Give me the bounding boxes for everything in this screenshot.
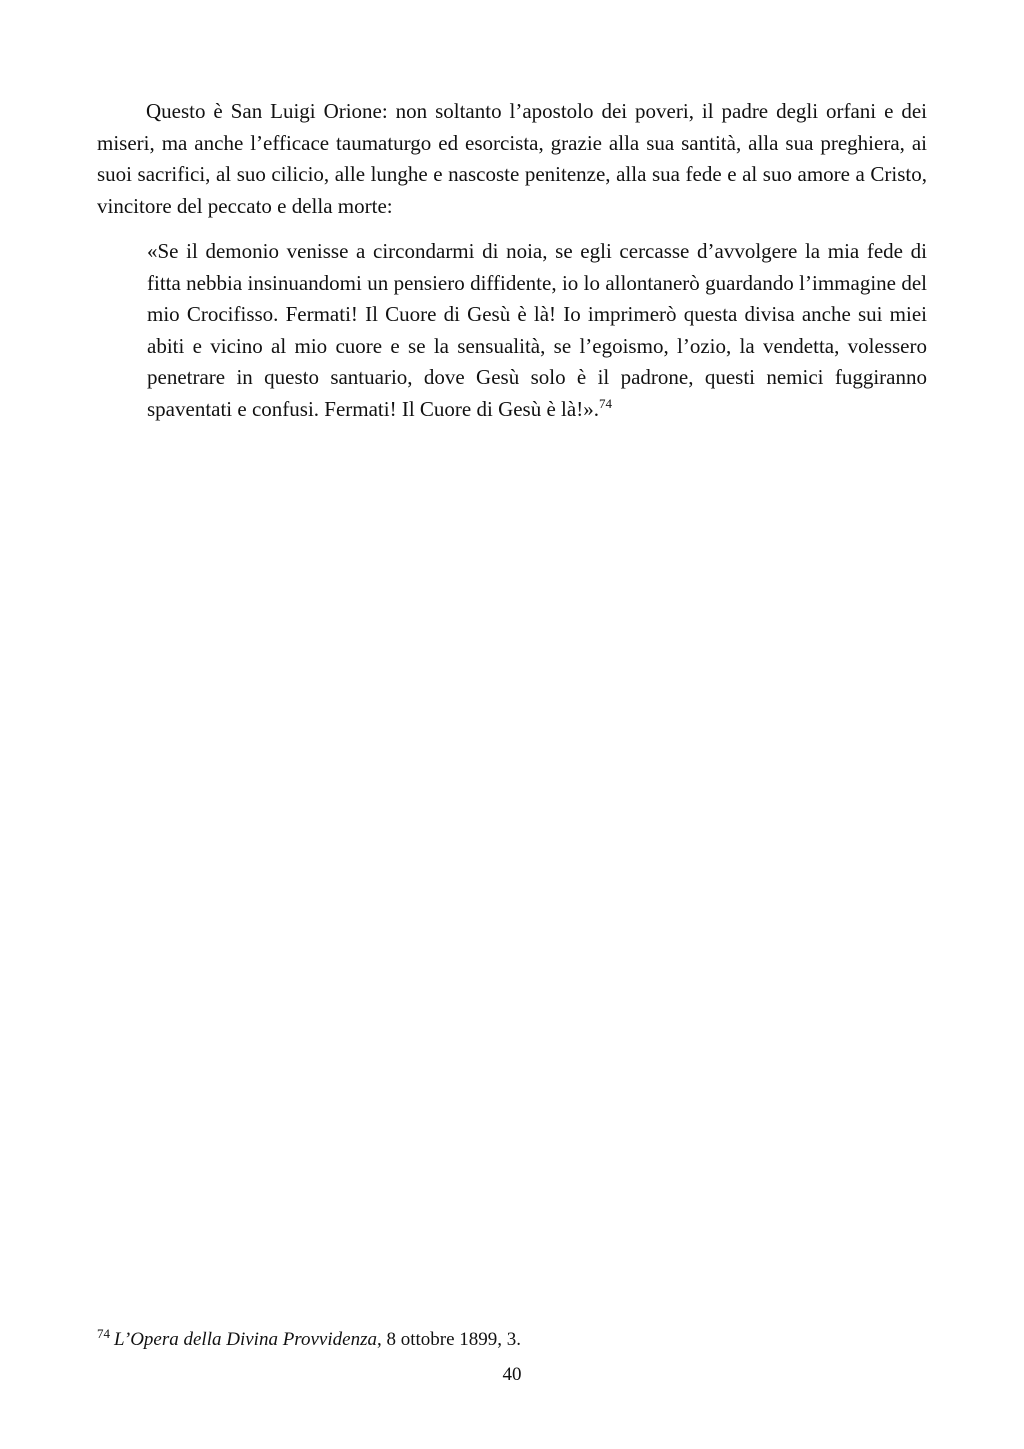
footnote: [97, 1327, 927, 1353]
footnote-reference[interactable]: 74: [598, 395, 612, 411]
block-quote-text: «Se il demonio venisse a circondarmi di noia, se egli cercasse d’avvolgere la mia fede di fitta nebbia insinuandomi un pensiero diffidente, io lo allontanerò guardando l’immagine del mio Crocifisso. Fermati! Il Cuore di Gesù è là! Io imprimerò questa divisa anche sui miei abiti e vicino al mio cuore e se la sensualità, se l’egoismo, l’ozio, la vendetta, volessero penetrare in questo santuario, dove Gesù solo è il padrone, questi nemici fuggiranno spaventati e confusi. Fermati! Il Cuore di Gesù è là!».: [147, 239, 927, 421]
page-number: 40: [502, 1364, 522, 1385]
footnote-title: L’Opera della Divina Provvidenza: [114, 1329, 377, 1350]
body-paragraph: Questo è San Luigi Orione: non soltanto l’apostolo dei poveri, il padre degli orfani e dei miseri, ma anche l’efficace taumaturgo ed esorcista, grazie alla sua santità, alla sua preghiera, ai suoi sacrifici, al suo cilicio, alle lunghe e nascoste penitenze, alla sua fede e al suo amore a Cristo, vincitore del peccato e della morte:: [97, 99, 927, 218]
block-quote: [147, 236, 927, 426]
footnote-number: 74: [97, 1325, 110, 1341]
footnote-details: , 8 ottobre 1899, 3.: [376, 1329, 522, 1350]
